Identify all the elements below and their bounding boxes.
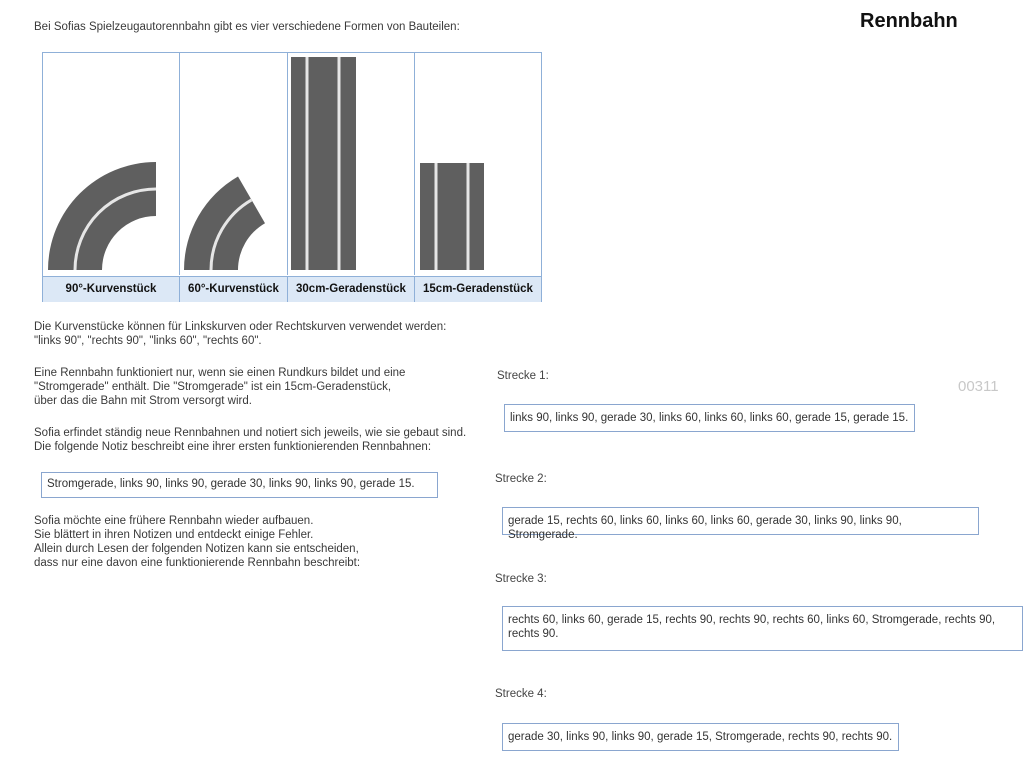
paragraph-line: "Stromgerade" enthält. Die "Stromgerade" ist ein 15cm-Geradenstück,: [34, 381, 392, 393]
paragraph-line: Sofia möchte eine frühere Rennbahn wieder aufbauen.: [34, 515, 314, 527]
curve-90-icon: [43, 53, 179, 275]
track-label: Strecke 3:: [495, 573, 547, 585]
paragraph-line: Allein durch Lesen der folgenden Notizen kann sie entscheiden,: [34, 543, 359, 555]
paragraph-line: dass nur eine davon eine funktionierende Rennbahn beschreibt:: [34, 557, 361, 569]
curve-60-icon: [180, 53, 287, 275]
page-title: Rennbahn: [860, 10, 958, 32]
example-note-box: Stromgerade, links 90, links 90, gerade 30, links 90, links 90, gerade 15.: [41, 472, 438, 498]
paragraph-line: "links 90", "rechts 90", "links 60", "rechts 60".: [34, 335, 262, 347]
track-note-3: rechts 60, links 60, gerade 15, rechts 90, rechts 90, rechts 60, links 60, Stromgerade, rechts 90, rechts 90.: [502, 606, 1023, 651]
part-label: 15cm-Geradenstück: [423, 283, 533, 295]
part-cell-curve-90: [43, 53, 180, 275]
track-note-4: gerade 30, links 90, links 90, gerade 15, Stromgerade, rechts 90, rechts 90.: [502, 723, 899, 751]
straight-30-icon: [288, 53, 414, 275]
paragraph-line: Die Kurvenstücke können für Linkskurven oder Rechtskurven verwendet werden:: [34, 321, 447, 333]
paragraph-line: Die folgende Notiz beschreibt eine ihrer ersten funktionierenden Rennbahnen:: [34, 441, 432, 453]
part-cell-straight-30: [288, 53, 415, 275]
watermark: 00311: [958, 378, 999, 395]
parts-caption-row: [43, 276, 541, 302]
part-cell-straight-15: [415, 53, 541, 275]
part-cell-curve-60: [180, 53, 288, 275]
paragraph-line: Eine Rennbahn funktioniert nur, wenn sie einen Rundkurs bildet und eine: [34, 367, 406, 379]
part-label: 90°-Kurvenstück: [43, 277, 180, 302]
straight-15-icon: [415, 53, 541, 275]
paragraph-line: über das die Bahn mit Strom versorgt wird.: [34, 395, 252, 407]
track-note-1: links 90, links 90, gerade 30, links 60, links 60, links 60, gerade 15, gerade 15.: [504, 404, 915, 432]
paragraph-clip: [34, 426, 481, 458]
parts-table: [42, 52, 542, 302]
track-label: Strecke 4:: [495, 688, 547, 700]
intro-text: Bei Sofias Spielzeugautorennbahn gibt es vier verschiedene Formen von Bauteilen:: [34, 21, 460, 33]
paragraph-line: Sie blättert in ihren Notizen und entdeckt einige Fehler.: [34, 529, 314, 541]
track-label: Strecke 1:: [497, 370, 549, 382]
paragraph-line: Sofia erfindet ständig neue Rennbahnen und notiert sich jeweils, wie sie gebaut sind.: [34, 427, 467, 439]
track-note-2: gerade 15, rechts 60, links 60, links 60, links 60, gerade 30, links 90, links 90, Stromgerade.: [502, 507, 979, 535]
track-label: Strecke 2:: [495, 473, 547, 485]
part-label: 30cm-Geradenstück: [288, 277, 415, 302]
part-label: 60°-Kurvenstück: [180, 277, 288, 302]
